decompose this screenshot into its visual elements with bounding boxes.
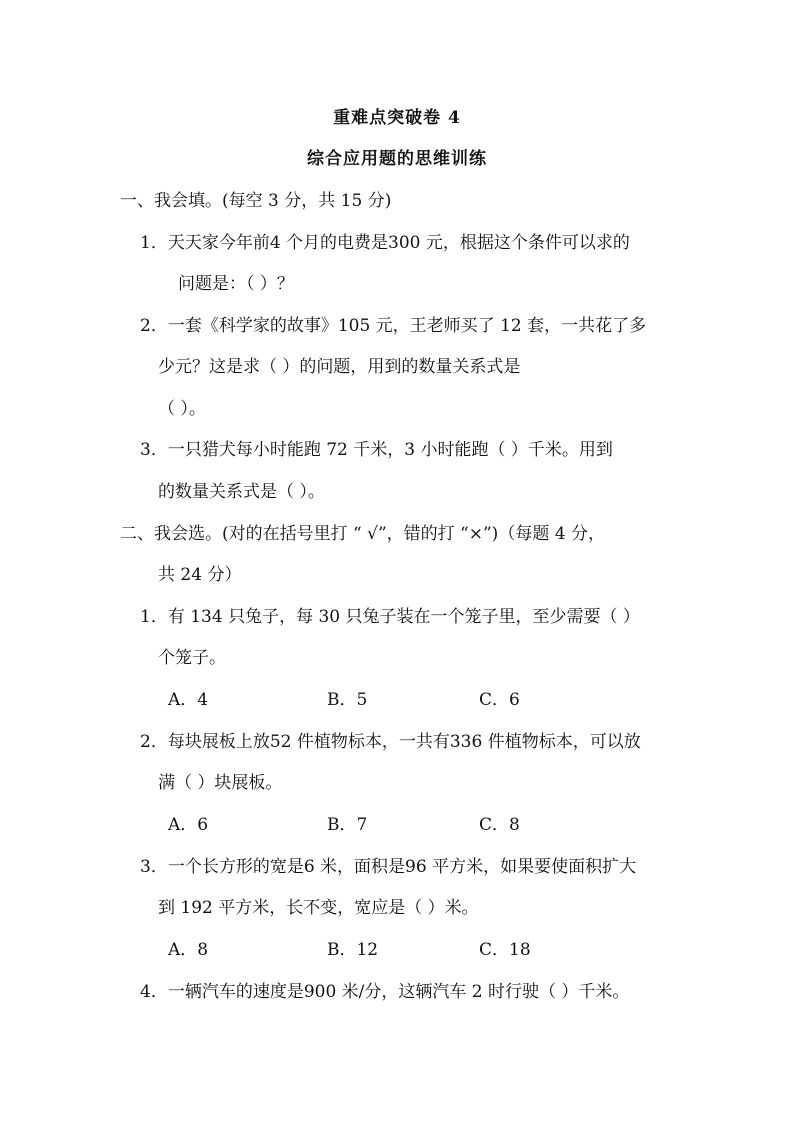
s1-q3-line1: 3．一只猎犬每小时能跑 72 千米，3 小时能跑（ ）千米。用到	[140, 440, 613, 460]
s1-q3-line2: 的数量关系式是（ ）。	[158, 482, 325, 502]
s2-q1-option-b: B．5	[327, 690, 368, 710]
s1-q1-line2: 问题是：（ ）？	[178, 274, 294, 294]
s1-q2-line1: 2．一套《科学家的故事》105 元，王老师买了 12 套，一共花了多	[140, 316, 647, 336]
s2-q3-line2: 到 192 平方米，长不变，宽应是（ ）米。	[158, 898, 479, 918]
s2-q2-option-c: C．8	[479, 815, 520, 835]
s2-q2-line1: 2．每块展板上放52 件植物标本，一共有336 件植物标本，可以放	[140, 732, 641, 752]
s1-q2-line2: 少元？这是求（ ）的问题，用到的数量关系式是	[158, 357, 521, 377]
s2-q4-line1: 4．一辆汽车的速度是900 米/分，这辆汽车 2 时行驶（ ）千米。	[140, 982, 630, 1002]
s2-q1-option-a: A．4	[168, 690, 209, 710]
s2-q2-option-b: B．7	[327, 815, 368, 835]
section2-heading-line1: 二、我会选。(对的在括号里打 “ √”，错的打 “×”)（每题 4 分，	[120, 524, 605, 544]
s2-q3-option-a: A．8	[168, 940, 209, 960]
page-title: 重难点突破卷 4	[333, 108, 461, 128]
s1-q2-line3: （ ）。	[158, 399, 206, 419]
s2-q1-option-c: C．6	[479, 690, 520, 710]
s2-q2-line2: 满（ ）块展板。	[158, 773, 283, 793]
s1-q1-line1: 1．天天家今年前4 个月的电费是300 元，根据这个条件可以求的	[140, 233, 630, 253]
page-subtitle: 综合应用题的思维训练	[307, 149, 487, 169]
section2-heading-line2: 共 24 分）	[158, 565, 242, 585]
s2-q2-option-a: A．6	[168, 815, 209, 835]
s2-q3-line1: 3．一个长方形的宽是6 米，面积是96 平方米，如果要使面积扩大	[140, 857, 637, 877]
s2-q1-line2: 个笼子。	[158, 648, 226, 668]
s2-q1-line1: 1．有 134 只兔子，每 30 只兔子装在一个笼子里，至少需要（ ）	[140, 607, 640, 627]
section1-heading: 一、我会填。(每空 3 分，共 15 分)	[120, 191, 392, 211]
s2-q3-option-b: B．12	[327, 940, 379, 960]
s2-q3-option-c: C．18	[479, 940, 531, 960]
